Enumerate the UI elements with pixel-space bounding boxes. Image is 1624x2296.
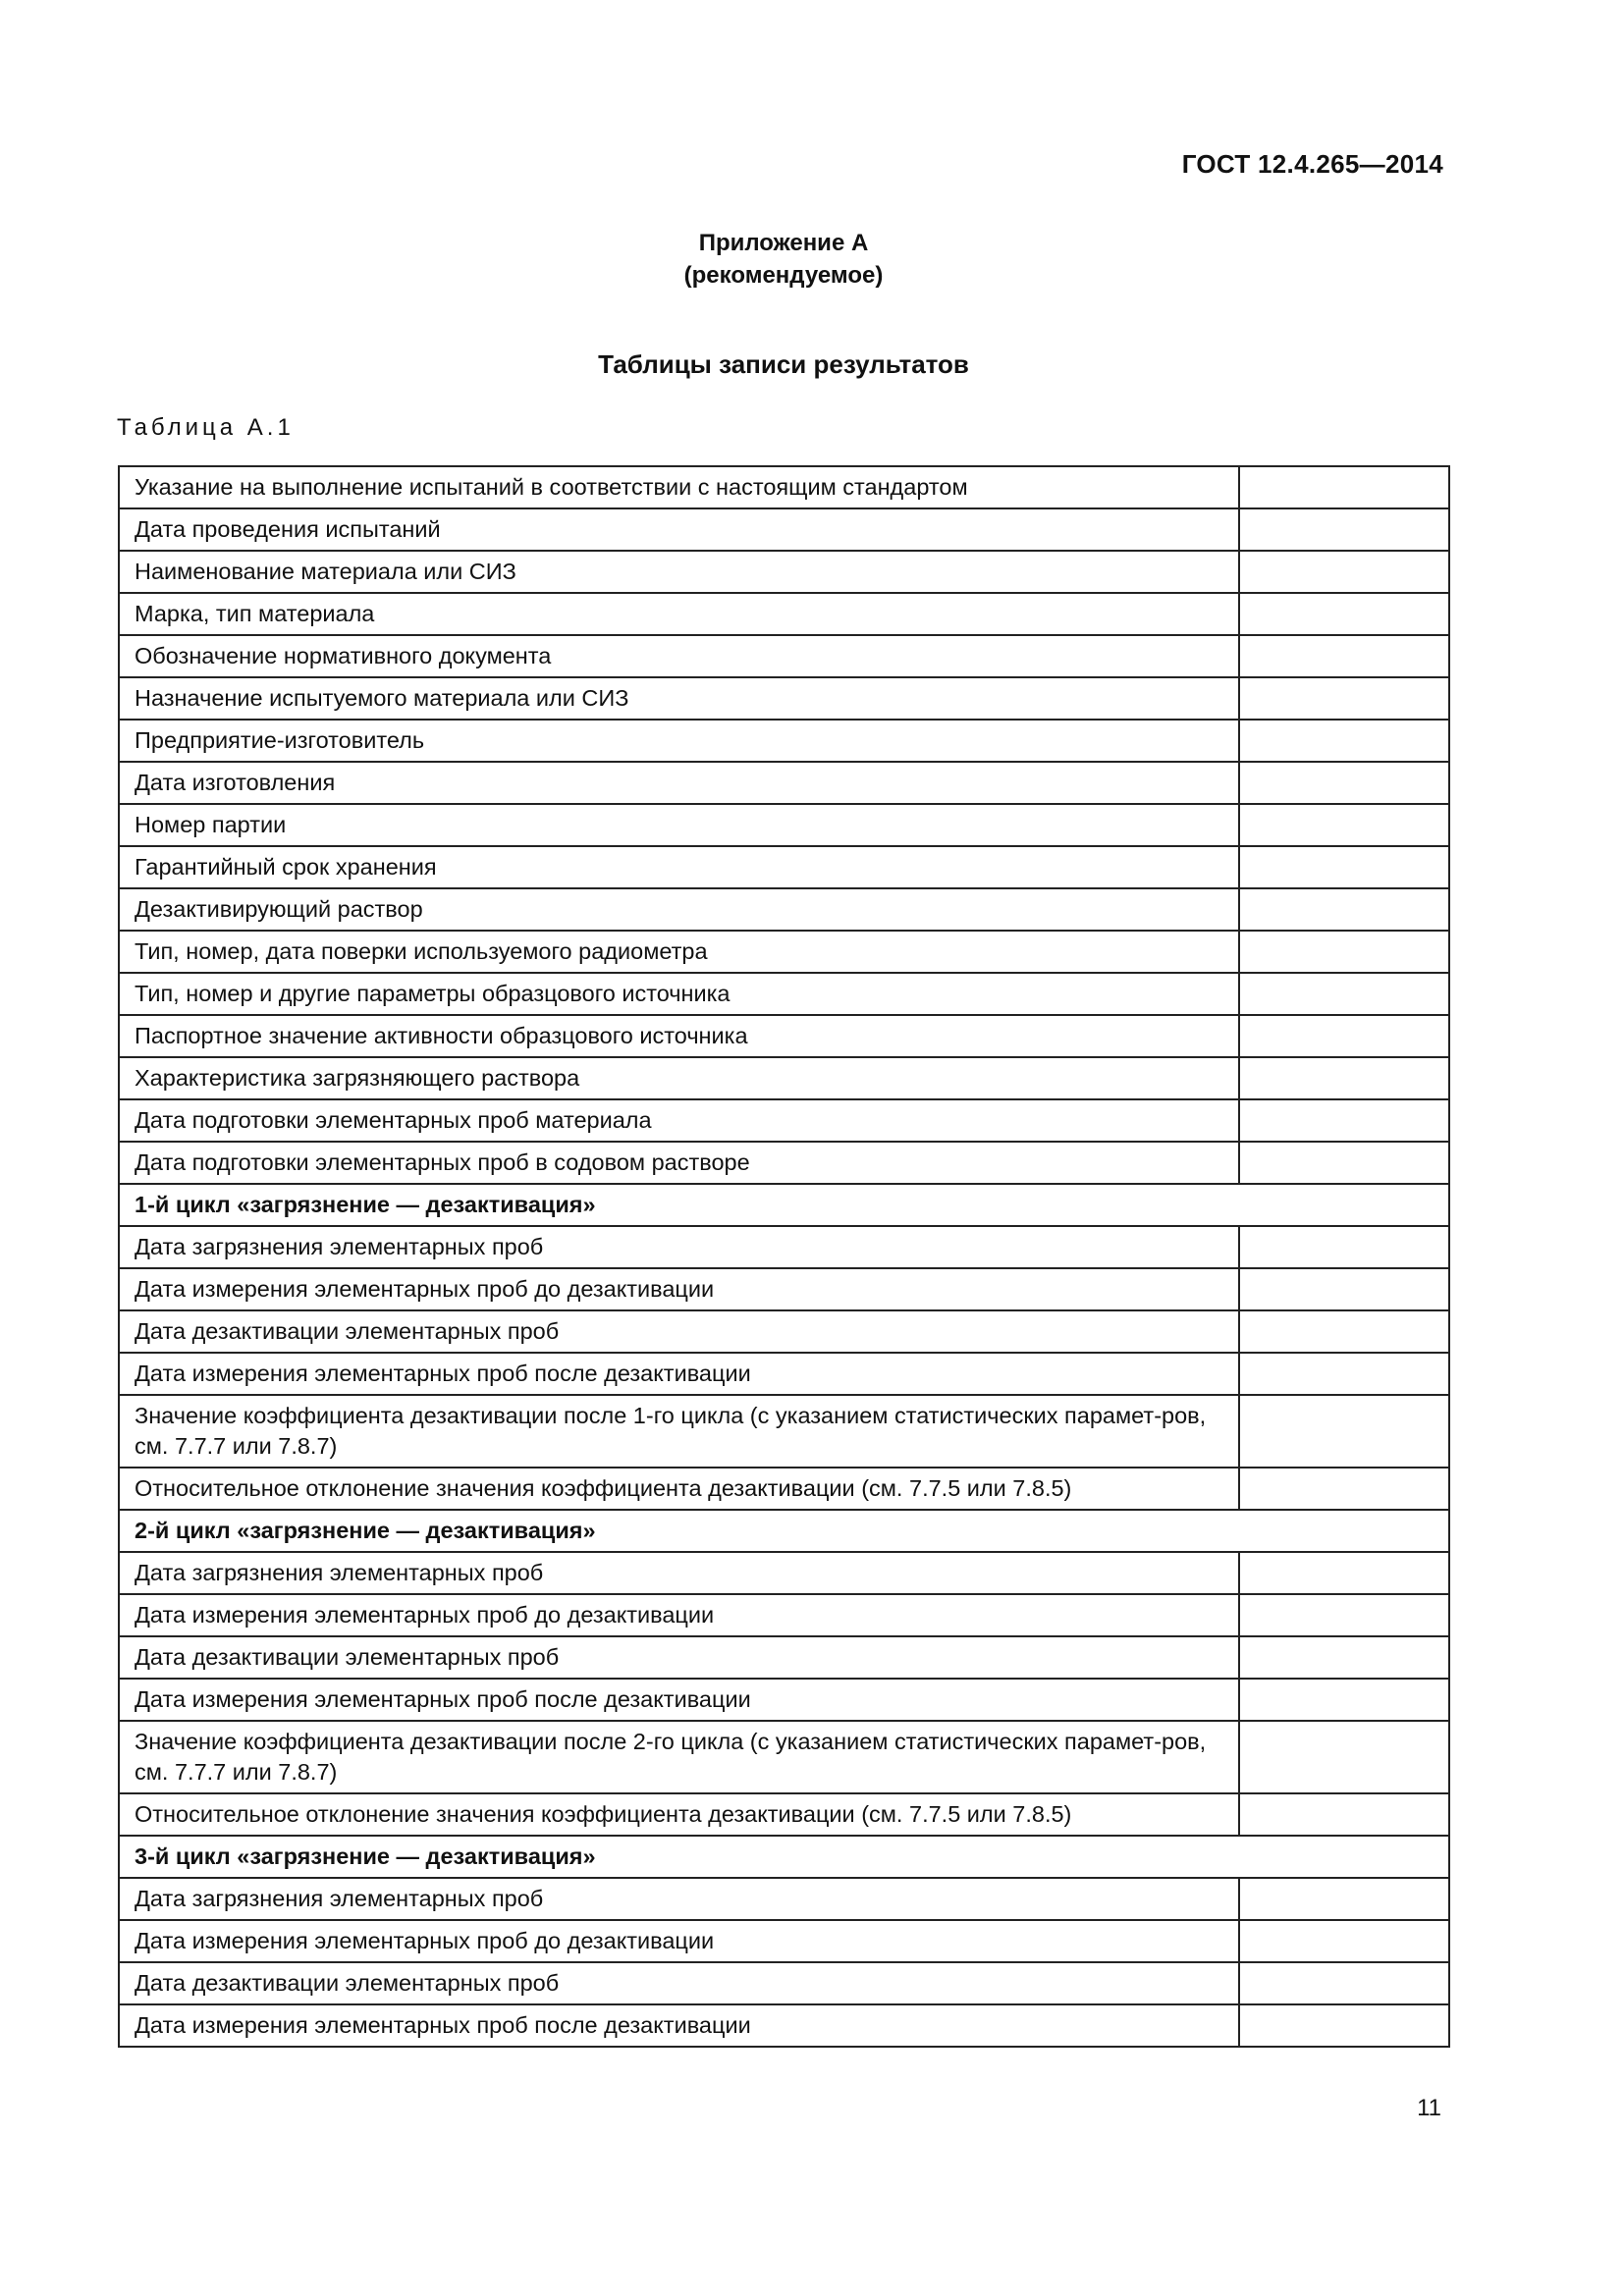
cycle-header-row [119,1510,1449,1552]
table-row [119,1594,1449,1636]
row-label: Тип, номер и другие параметры образцового источника [119,973,1239,1015]
row-label: Дата загрязнения элементарных проб [119,1226,1239,1268]
row-label: Тип, номер, дата поверки используемого радиометра [119,931,1239,973]
row-value-cell[interactable] [1239,2004,1449,2047]
table-row [119,1793,1449,1836]
row-label: Дата измерения элементарных проб после дезактивации [119,2004,1239,2047]
row-value-cell[interactable] [1239,593,1449,635]
table-row [119,1636,1449,1679]
table-row [119,846,1449,888]
row-label: Дата измерения элементарных проб после дезактивации [119,1679,1239,1721]
row-value-cell[interactable] [1239,1721,1449,1793]
row-label: Паспортное значение активности образцового источника [119,1015,1239,1057]
document-code: ГОСТ 12.4.265—2014 [1181,149,1443,179]
table-row [119,1015,1449,1057]
table-row [119,1226,1449,1268]
table-row [119,1310,1449,1353]
row-value-cell[interactable] [1239,551,1449,593]
row-value-cell[interactable] [1239,804,1449,846]
row-label: Дата загрязнения элементарных проб [119,1878,1239,1920]
row-label: Дата подготовки элементарных проб материала [119,1099,1239,1142]
section-title: Таблицы записи результатов [598,349,969,379]
table-row [119,1679,1449,1721]
table-row [119,508,1449,551]
row-label: Характеристика загрязняющего раствора [119,1057,1239,1099]
row-label: Дата подготовки элементарных проб в содовом растворе [119,1142,1239,1184]
table-row [119,1353,1449,1395]
table-row [119,1142,1449,1184]
row-value-cell[interactable] [1239,466,1449,508]
row-value-cell[interactable] [1239,720,1449,762]
table-row [119,1268,1449,1310]
row-value-cell[interactable] [1239,1015,1449,1057]
row-value-cell[interactable] [1239,508,1449,551]
row-value-cell[interactable] [1239,1962,1449,2004]
row-value-cell[interactable] [1239,846,1449,888]
cycle-header-row [119,1184,1449,1226]
cycle-title: 3-й цикл «загрязнение — дезактивация» [119,1836,1449,1878]
table-row [119,593,1449,635]
row-label: Дата дезактивации элементарных проб [119,1636,1239,1679]
row-label: Гарантийный срок хранения [119,846,1239,888]
row-value-cell[interactable] [1239,1552,1449,1594]
row-value-cell[interactable] [1239,677,1449,720]
cycle-title: 1-й цикл «загрязнение — дезактивация» [119,1184,1449,1226]
row-value-cell[interactable] [1239,1920,1449,1962]
table-row [119,1099,1449,1142]
table-row [119,888,1449,931]
results-table [118,465,1450,2048]
row-value-cell[interactable] [1239,973,1449,1015]
table-row [119,1721,1449,1793]
row-value-cell[interactable] [1239,1636,1449,1679]
row-label: Предприятие-изготовитель [119,720,1239,762]
annex-heading [0,227,1567,292]
row-value-cell[interactable] [1239,762,1449,804]
row-label: Назначение испытуемого материала или СИЗ [119,677,1239,720]
table-row [119,635,1449,677]
row-value-cell[interactable] [1239,635,1449,677]
row-label: Дата измерения элементарных проб до дезактивации [119,1268,1239,1310]
row-label: Марка, тип материала [119,593,1239,635]
cycle-header-row [119,1836,1449,1878]
table-row [119,1468,1449,1510]
row-value-cell[interactable] [1239,931,1449,973]
row-label: Дата измерения элементарных проб до дезактивации [119,1920,1239,1962]
table-row [119,931,1449,973]
table-row [119,1552,1449,1594]
table-row [119,804,1449,846]
row-label: Относительное отклонение значения коэффициента дезактивации (см. 7.7.5 или 7.8.5) [119,1793,1239,1836]
row-label: Дата дезактивации элементарных проб [119,1310,1239,1353]
table-row [119,762,1449,804]
row-value-cell[interactable] [1239,1226,1449,1268]
cycle-title: 2-й цикл «загрязнение — дезактивация» [119,1510,1449,1552]
table-row [119,973,1449,1015]
row-value-cell[interactable] [1239,1679,1449,1721]
row-value-cell[interactable] [1239,1310,1449,1353]
row-label: Дата дезактивации элементарных проб [119,1962,1239,2004]
table-row [119,2004,1449,2047]
table-row [119,720,1449,762]
table-row [119,1878,1449,1920]
table-row [119,1057,1449,1099]
row-value-cell[interactable] [1239,1268,1449,1310]
table-row [119,1962,1449,2004]
results-table-body [119,466,1449,2047]
row-value-cell[interactable] [1239,1468,1449,1510]
row-value-cell[interactable] [1239,1057,1449,1099]
row-label: Относительное отклонение значения коэффициента дезактивации (см. 7.7.5 или 7.8.5) [119,1468,1239,1510]
row-label: Дата проведения испытаний [119,508,1239,551]
annex-status: (рекомендуемое) [683,262,884,289]
row-label: Дата измерения элементарных проб после дезактивации [119,1353,1239,1395]
table-row [119,551,1449,593]
table-row [119,466,1449,508]
row-label: Дата загрязнения элементарных проб [119,1552,1239,1594]
row-label: Номер партии [119,804,1239,846]
row-value-cell[interactable] [1239,888,1449,931]
row-value-cell[interactable] [1239,1594,1449,1636]
table-label: Таблица А.1 [117,414,295,441]
annex-title: Приложение А [698,230,869,256]
page-number: 11 [1417,2095,1441,2121]
row-label: Дезактивирующий раствор [119,888,1239,931]
row-label: Дата измерения элементарных проб до дезактивации [119,1594,1239,1636]
row-label: Обозначение нормативного документа [119,635,1239,677]
table-row [119,677,1449,720]
row-label: Значение коэффициента дезактивации после 2-го цикла (с указанием статистических парамет-ров, см. 7.7.7 или 7.8.7) [119,1721,1239,1793]
table-row [119,1395,1449,1468]
row-label: Наименование материала или СИЗ [119,551,1239,593]
row-value-cell[interactable] [1239,1353,1449,1395]
row-value-cell[interactable] [1239,1878,1449,1920]
row-label: Дата изготовления [119,762,1239,804]
row-label: Значение коэффициента дезактивации после 1-го цикла (с указанием статистических парамет-ров, см. 7.7.7 или 7.8.7) [119,1395,1239,1468]
row-value-cell[interactable] [1239,1142,1449,1184]
row-value-cell[interactable] [1239,1793,1449,1836]
table-row [119,1920,1449,1962]
row-value-cell[interactable] [1239,1395,1449,1468]
row-label: Указание на выполнение испытаний в соответствии с настоящим стандартом [119,466,1239,508]
row-value-cell[interactable] [1239,1099,1449,1142]
